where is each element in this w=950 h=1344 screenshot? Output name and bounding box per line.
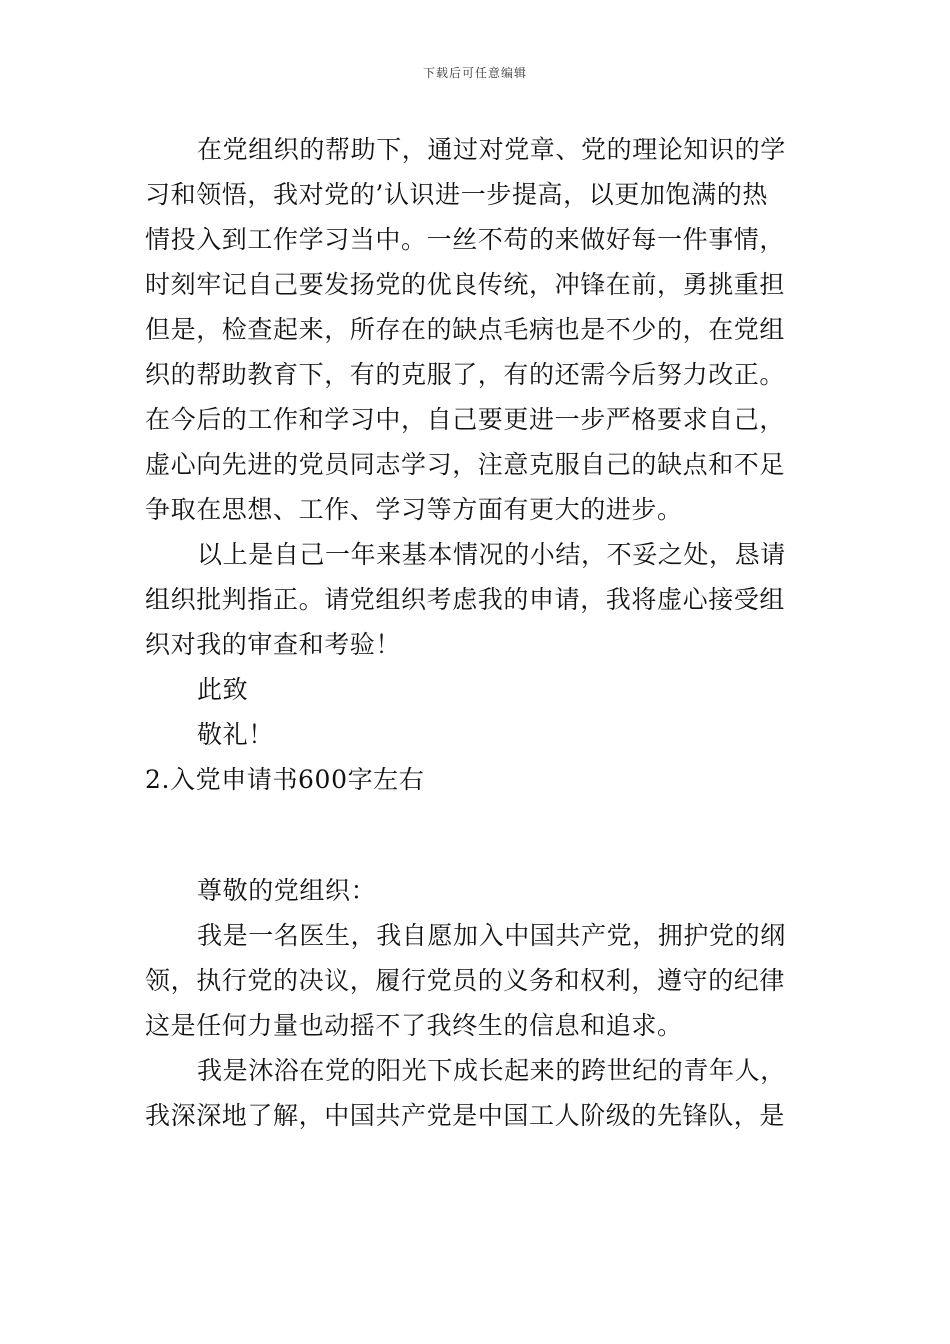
text-line: 在今后的工作和学习中，自己要更进一步严格要求自己， bbox=[145, 405, 786, 434]
text-line: 以上是自己一年来基本情况的小结，不妥之处，恳请 bbox=[197, 540, 786, 569]
letter-greeting: 尊敬的党组织： bbox=[197, 876, 377, 905]
spacer bbox=[145, 850, 810, 871]
text-line: 这是任何力量也动摇不了我终生的信息和追求。 bbox=[145, 1011, 683, 1040]
text-line: 虚心向先进的党员同志学习，注意克服自己的缺点和不足 bbox=[145, 450, 786, 479]
text-line: 时刻牢记自己要发扬党的优良传统，冲锋在前，勇挑重担 bbox=[145, 270, 786, 299]
text-line: 织对我的审查和考验！ bbox=[145, 630, 402, 659]
text-line: 争取在思想、工作、学习等方面有更大的进步。 bbox=[145, 495, 683, 524]
text-line: 我是沐浴在党的阳光下成长起来的跨世纪的青年人， bbox=[197, 1056, 786, 1085]
text-line: 但是，检查起来，所存在的缺点毛病也是不少的，在党组 bbox=[145, 315, 786, 344]
closing-salutation: 此致 bbox=[197, 675, 249, 704]
text-line: 在党组织的帮助下，通过对党章、党的理论知识的学 bbox=[197, 135, 786, 164]
text-line: 组织批判指正。请党组织考虑我的申请，我将虚心接受组 bbox=[145, 585, 786, 614]
text-line: 情投入到工作学习当中。一丝不苟的来做好每一件事情， bbox=[145, 225, 786, 254]
section-heading: 2.入党申请书600字左右 bbox=[145, 765, 425, 794]
closing-regards: 敬礼！ bbox=[197, 720, 274, 749]
document-body bbox=[145, 130, 810, 1141]
text-line: 领，执行党的决议，履行党员的义务和权利，遵守的纪律 bbox=[145, 966, 786, 995]
text-line: 我是一名医生，我自愿加入中国共产党，拥护党的纲 bbox=[197, 921, 786, 950]
text-line: 织的帮助教育下，有的克服了，有的还需今后努力改正。 bbox=[145, 360, 786, 389]
blank-line bbox=[145, 805, 810, 850]
text-line: 我深深地了解，中国共产党是中国工人阶级的先锋队，是 bbox=[145, 1101, 786, 1130]
page-header-note: 下载后可任意编辑 bbox=[422, 66, 527, 80]
text-line: 习和领悟，我对党的’认识进一步提高，以更加饱满的热 bbox=[145, 180, 768, 209]
